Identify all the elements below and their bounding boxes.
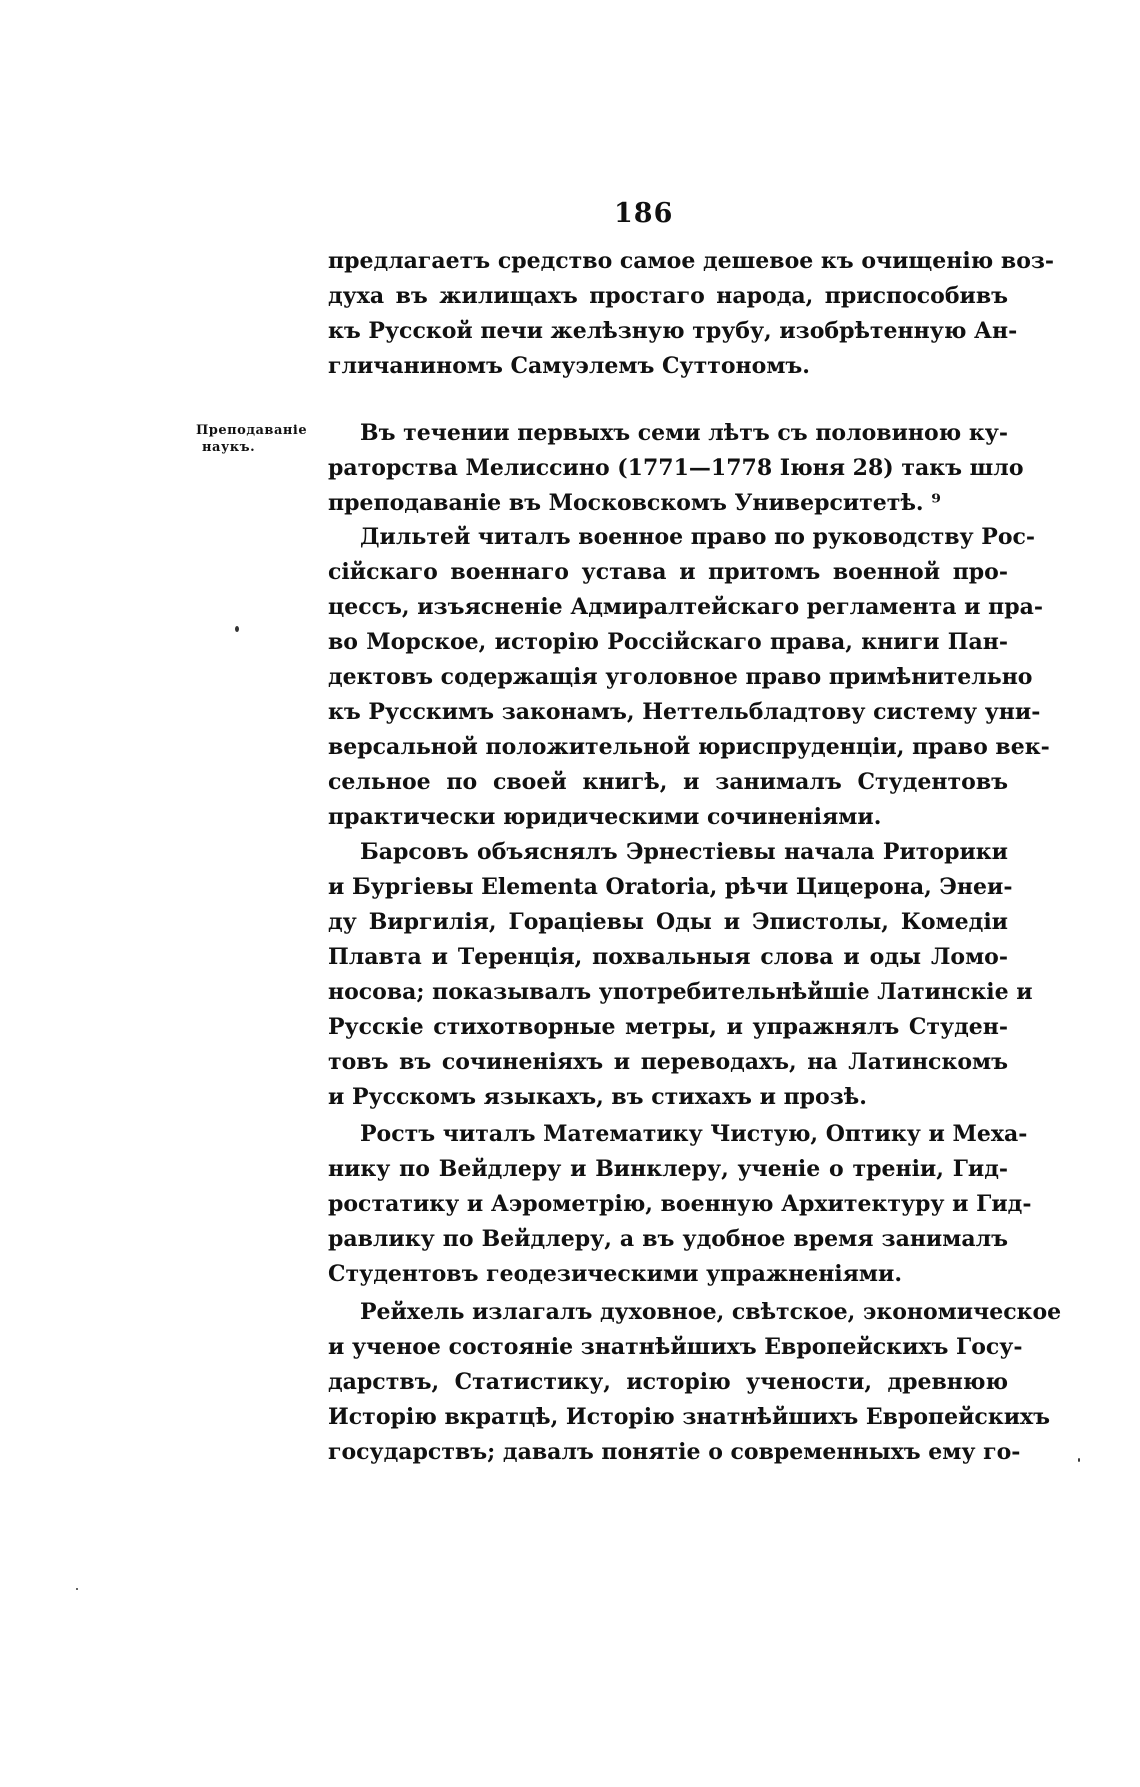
scan-speck	[235, 626, 239, 632]
text-line: ростатику и Аэрометрію, военную Архитектуру и Гид-	[328, 1191, 1032, 1217]
text-line: и Бургіевы Elementa Oratoria, рѣчи Цицерона, Энеи-	[328, 874, 1013, 900]
text-line: государствъ; давалъ понятіе о современныхъ ему го-	[328, 1439, 1021, 1465]
paragraph-reichel	[328, 1295, 1062, 1470]
paragraph-barsov	[328, 835, 1033, 1115]
scan-speck	[1078, 1458, 1080, 1462]
text-line: къ Русскимъ законамъ, Неттельбладтову систему уни-	[328, 699, 1041, 725]
text-line: преподаваніе въ Московскомъ Университетѣ. ⁹	[328, 490, 941, 516]
text-line: Дильтей читалъ военное право по руководству Рос-	[360, 524, 1036, 550]
text-line: сійскаго военнаго устава и притомъ военной про-	[328, 559, 1008, 585]
paragraph-dilthey	[328, 520, 1050, 835]
page-number: 186	[614, 198, 674, 229]
text-line: къ Русской печи желѣзную трубу, изобрѣтенную Ан-	[328, 318, 1018, 344]
text-line: Барсовъ объяснялъ Эрнестіевы начала Риторики	[360, 839, 1008, 865]
margin-note-line: наукъ.	[202, 440, 256, 455]
text-line: Въ течении первыхъ семи лѣтъ съ половиною ку-	[360, 420, 1008, 446]
text-line: Ростъ читалъ Математику Чистую, Оптику и Меха-	[360, 1121, 1028, 1147]
text-line: цессъ, изъясненіе Адмиралтейскаго регламента и пра-	[328, 594, 1044, 620]
text-line: версальной положительной юриспруденціи, право век-	[328, 734, 1050, 760]
text-line: раторства Мелиссино (1771—1778 Іюня 28) такъ шло	[328, 455, 1024, 481]
text-line: и Русскомъ языкахъ, въ стихахъ и прозѣ.	[328, 1084, 867, 1110]
text-line: дарствъ, Статистику, исторію учености, древнюю	[328, 1369, 1008, 1395]
text-line: Студентовъ геодезическими упражненіями.	[328, 1261, 903, 1287]
text-line: Рейхель излагалъ духовное, свѣтское, экономическое	[360, 1299, 1062, 1325]
text-line: товъ въ сочиненіяхъ и переводахъ, на Латинскомъ	[328, 1049, 1008, 1075]
text-line: ду Виргилія, Гораціевы Оды и Эпистолы, Комедіи	[328, 909, 1008, 935]
scan-speck	[76, 1588, 78, 1590]
text-line: равлику по Вейдлеру, а въ удобное время занималъ	[328, 1226, 1008, 1252]
text-line: практически юридическими сочиненіями.	[328, 804, 882, 830]
text-line: предлагаетъ средство самое дешевое къ очищенію воз-	[328, 248, 1055, 274]
paragraph-continuation	[328, 244, 1055, 384]
text-line: Плавта и Теренція, похвальныя слова и оды Ломо-	[328, 944, 1008, 970]
paragraph-teaching-intro	[328, 416, 1024, 521]
text-line: во Морское, исторію Россійскаго права, книги Пан-	[328, 629, 1008, 655]
text-line: духа въ жилищахъ простаго народа, приспособивъ	[328, 283, 1008, 309]
text-line: и ученое состояніе знатнѣйшихъ Европейскихъ Госу-	[328, 1334, 1023, 1360]
text-line: Русскіе стихотворные метры, и упражнялъ Студен-	[328, 1014, 1008, 1040]
text-line: носова; показывалъ употребительнѣйшіе Латинскіе и	[328, 979, 1033, 1005]
text-line: нику по Вейдлеру и Винклеру, ученіе о треніи, Гид-	[328, 1156, 1008, 1182]
text-line: гличаниномъ Самуэлемъ Суттономъ.	[328, 353, 810, 379]
paragraph-rost	[328, 1117, 1032, 1292]
text-line: Исторію вкратцѣ, Исторію знатнѣйшихъ Европейскихъ	[328, 1404, 1051, 1430]
text-line: дектовъ содержащія уголовное право примѣнительно	[328, 664, 1033, 690]
margin-note-line: Преподаваніе	[196, 423, 308, 438]
text-line: сельное по своей книгѣ, и занималъ Студентовъ	[328, 769, 1008, 795]
margin-note	[196, 422, 307, 456]
